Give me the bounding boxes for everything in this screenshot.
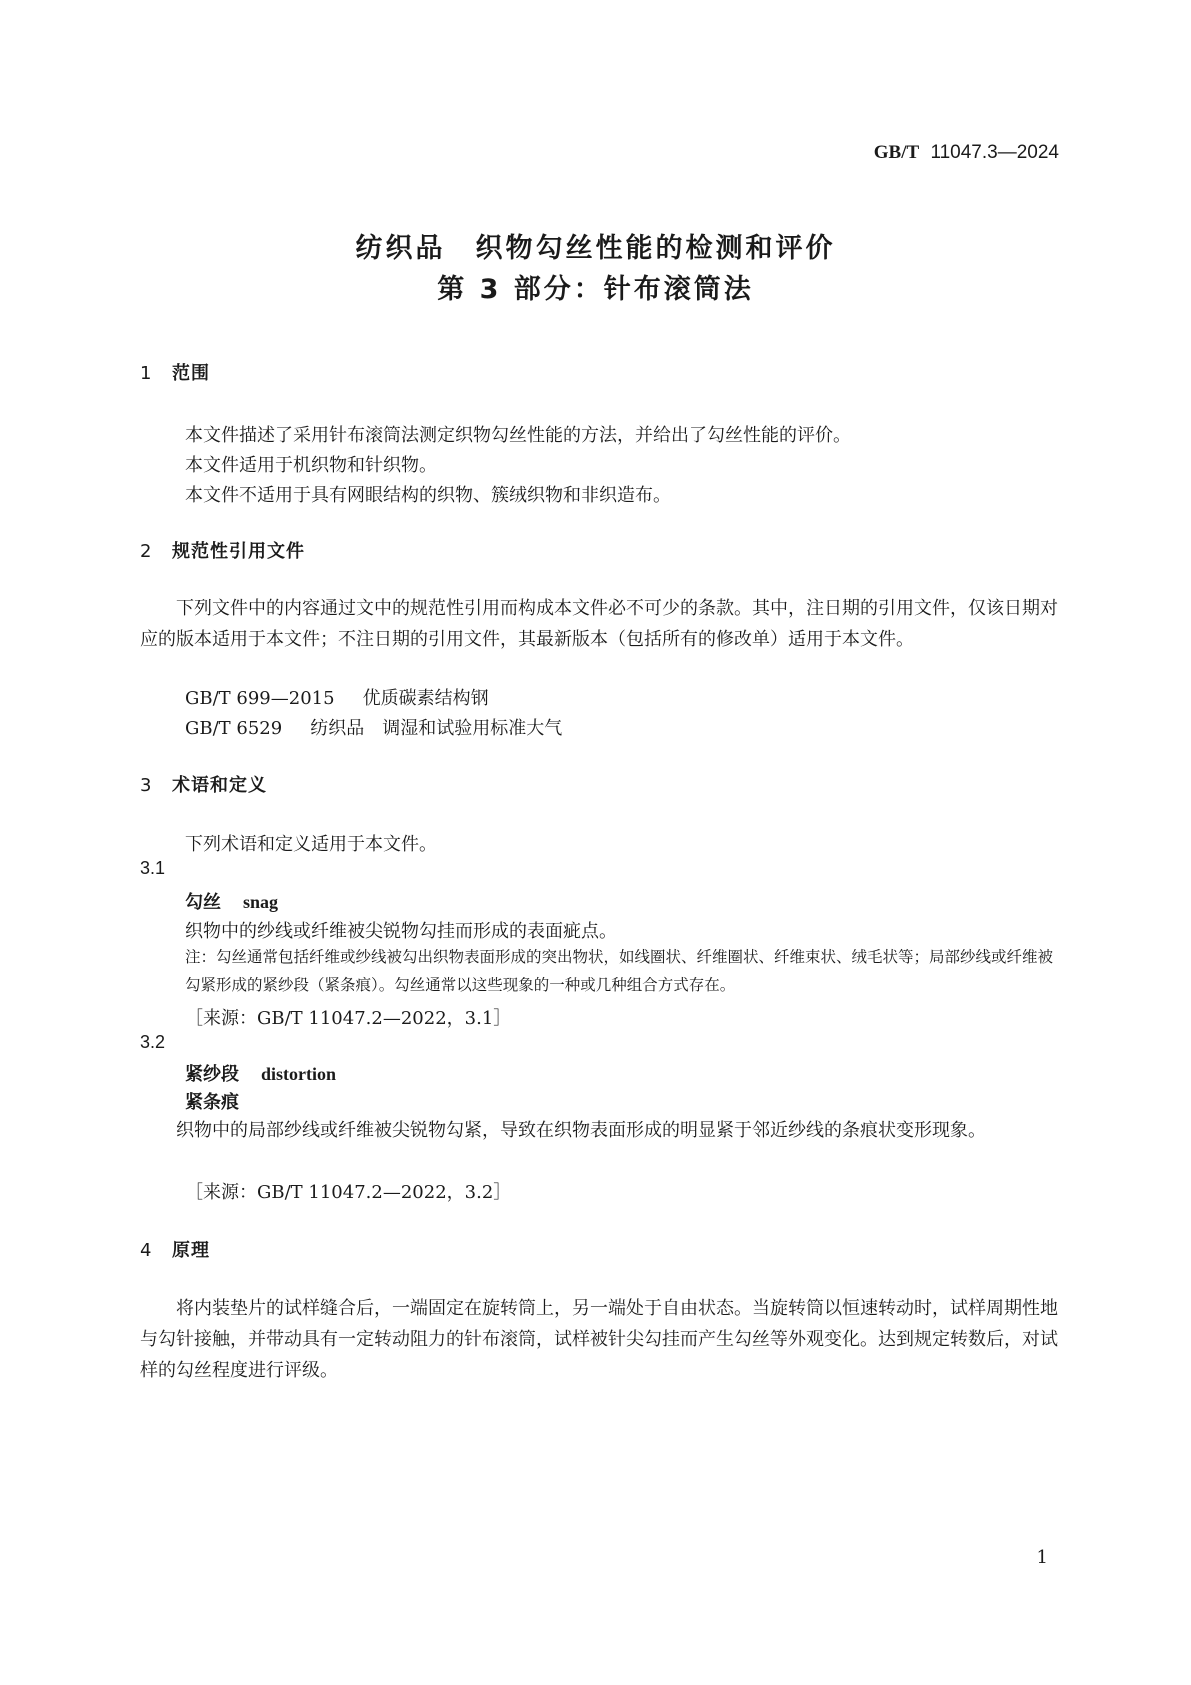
section-1-paragraph-2: 本文件适用于机织物和针织物。	[185, 455, 437, 476]
page-number: 1	[1036, 1547, 1048, 1568]
reference-code: GB/T 699—2015	[185, 688, 335, 709]
reference-code: GB/T 6529	[185, 718, 283, 739]
standard-prefix: GB/T	[873, 142, 920, 163]
standard-number	[874, 142, 1059, 164]
term-3-2-definition: 织物中的局部纱线或纤维被尖锐物勾紧，导致在织物表面形成的明显紧于邻近纱线的条痕状变形现象。	[176, 1120, 986, 1141]
section-4-paragraph-1: 将内装垫片的试样缝合后，一端固定在旋转筒上，另一端处于自由状态。当旋转筒以恒速转动时，试样周期性地与勾针接触，并带动具有一定转动阻力的针布滚筒，试样被针尖勾挂而产生勾丝等外观变化。达到规定转数后，对试样的勾丝程度进行评级。	[140, 1298, 1058, 1381]
term-3-2-heading	[185, 1060, 336, 1086]
term-3-1-english: snag	[243, 892, 279, 912]
section-3-paragraph-1: 下列术语和定义适用于本文件。	[185, 834, 437, 855]
note-text: 勾丝通常包括纤维或纱线被勾出织物表面形成的突出物状，如线圈状、纤维圈状、纤维束状、绒毛状等；局部纱线或纤维被勾紧形成的紧纱段（紧条痕）。勾丝通常以这些现象的一种或几种组合方式存在。	[185, 948, 1054, 994]
section-2-heading	[140, 537, 305, 563]
reference-title: 纺织品 调湿和试验用标准大气	[310, 718, 563, 739]
document-title-line1: 纺织品 织物勾丝性能的检测和评价	[355, 233, 836, 264]
note-label: 注：	[185, 948, 217, 966]
section-2-title: 规范性引用文件	[172, 541, 305, 562]
section-4-title: 原理	[172, 1240, 210, 1261]
section-3-heading	[140, 771, 267, 797]
standard-code: 11047.3—2024	[930, 142, 1059, 163]
term-3-2-english: distortion	[261, 1064, 337, 1084]
section-3-number: 3	[140, 775, 153, 796]
section-4-number: 4	[140, 1240, 153, 1261]
section-1-number: 1	[140, 363, 153, 384]
section-2-paragraph-1: 下列文件中的内容通过文中的规范性引用而构成本文件必不可少的条款。其中，注日期的引用文件，仅该日期对应的版本适用于本文件；不注日期的引用文件，其最新版本（包括所有的修改单）适用于本文件。	[140, 598, 1058, 650]
section-4-heading	[140, 1236, 210, 1262]
term-3-1-number: 3.1	[140, 858, 166, 878]
section-2-number: 2	[140, 541, 153, 562]
section-1-heading	[140, 359, 210, 385]
normative-reference	[185, 714, 562, 740]
document-title-line2: 第 3 部分：针布滚筒法	[437, 274, 754, 305]
term-3-1-chinese: 勾丝	[185, 892, 221, 913]
section-1-title: 范围	[172, 363, 210, 384]
normative-reference	[185, 684, 489, 710]
reference-title: 优质碳素结构钢	[362, 688, 489, 709]
term-3-2-number: 3.2	[140, 1032, 166, 1052]
term-3-1-definition: 织物中的纱线或纤维被尖锐物勾挂而形成的表面疵点。	[185, 921, 617, 942]
term-3-2-source: ［来源：GB/T 11047.2—2022，3.2］	[185, 1182, 512, 1203]
section-3-title: 术语和定义	[172, 775, 267, 796]
section-1-paragraph-1: 本文件描述了采用针布滚筒法测定织物勾丝性能的方法，并给出了勾丝性能的评价。	[185, 425, 851, 446]
term-3-1-source: ［来源：GB/T 11047.2—2022，3.1］	[185, 1008, 512, 1029]
term-3-1-heading	[185, 888, 278, 914]
term-3-2-chinese: 紧纱段	[185, 1064, 239, 1085]
section-1-paragraph-3: 本文件不适用于具有网眼结构的织物、簇绒织物和非织造布。	[185, 485, 671, 506]
term-3-2-admitted-term: 紧条痕	[185, 1092, 239, 1113]
term-3-1-note	[185, 943, 1059, 999]
